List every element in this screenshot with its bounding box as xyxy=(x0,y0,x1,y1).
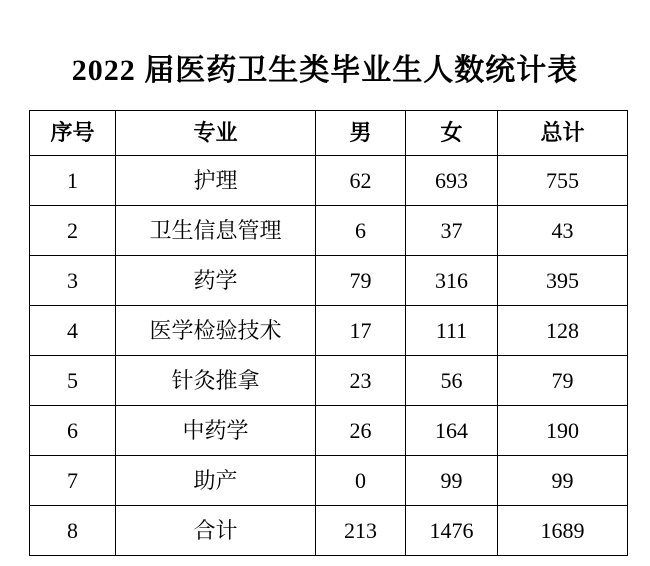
column-header-no: 序号 xyxy=(30,111,116,156)
cell-female: 164 xyxy=(406,406,498,456)
cell-female: 316 xyxy=(406,256,498,306)
table-row xyxy=(30,256,628,306)
cell-total: 395 xyxy=(498,256,628,306)
table-row xyxy=(30,306,628,356)
cell-no: 8 xyxy=(30,506,116,556)
cell-female: 37 xyxy=(406,206,498,256)
cell-no: 1 xyxy=(30,156,116,206)
cell-male: 79 xyxy=(316,256,406,306)
cell-male: 6 xyxy=(316,206,406,256)
cell-major: 医学检验技术 xyxy=(116,306,316,356)
cell-major: 针灸推拿 xyxy=(116,356,316,406)
cell-major: 助产 xyxy=(116,456,316,506)
cell-total: 79 xyxy=(498,356,628,406)
cell-male: 0 xyxy=(316,456,406,506)
column-header-major: 专业 xyxy=(116,111,316,156)
cell-male: 26 xyxy=(316,406,406,456)
cell-major: 药学 xyxy=(116,256,316,306)
cell-no: 2 xyxy=(30,206,116,256)
column-header-male: 男 xyxy=(316,111,406,156)
cell-no: 6 xyxy=(30,406,116,456)
cell-major: 卫生信息管理 xyxy=(116,206,316,256)
cell-female: 56 xyxy=(406,356,498,406)
cell-male: 62 xyxy=(316,156,406,206)
column-header-total: 总计 xyxy=(498,111,628,156)
cell-total: 190 xyxy=(498,406,628,456)
cell-female: 693 xyxy=(406,156,498,206)
cell-major: 护理 xyxy=(116,156,316,206)
cell-male: 213 xyxy=(316,506,406,556)
cell-major: 合计 xyxy=(116,506,316,556)
header-row xyxy=(30,111,628,156)
cell-male: 17 xyxy=(316,306,406,356)
cell-no: 5 xyxy=(30,356,116,406)
cell-female: 1476 xyxy=(406,506,498,556)
cell-total: 128 xyxy=(498,306,628,356)
cell-major: 中药学 xyxy=(116,406,316,456)
column-header-female: 女 xyxy=(406,111,498,156)
table-row xyxy=(30,206,628,256)
cell-no: 3 xyxy=(30,256,116,306)
table-header xyxy=(30,111,628,156)
table-row xyxy=(30,456,628,506)
cell-total: 1689 xyxy=(498,506,628,556)
table-row xyxy=(30,156,628,206)
cell-total: 755 xyxy=(498,156,628,206)
table-row xyxy=(30,356,628,406)
cell-total: 99 xyxy=(498,456,628,506)
table-row xyxy=(30,506,628,556)
cell-female: 111 xyxy=(406,306,498,356)
cell-male: 23 xyxy=(316,356,406,406)
cell-total: 43 xyxy=(498,206,628,256)
table-body xyxy=(30,156,628,556)
table-row xyxy=(30,406,628,456)
cell-female: 99 xyxy=(406,456,498,506)
page-title: 2022 届医药卫生类毕业生人数统计表 xyxy=(71,54,579,87)
cell-no: 7 xyxy=(30,456,116,506)
cell-no: 4 xyxy=(30,306,116,356)
graduates-statistics-table xyxy=(29,110,628,556)
